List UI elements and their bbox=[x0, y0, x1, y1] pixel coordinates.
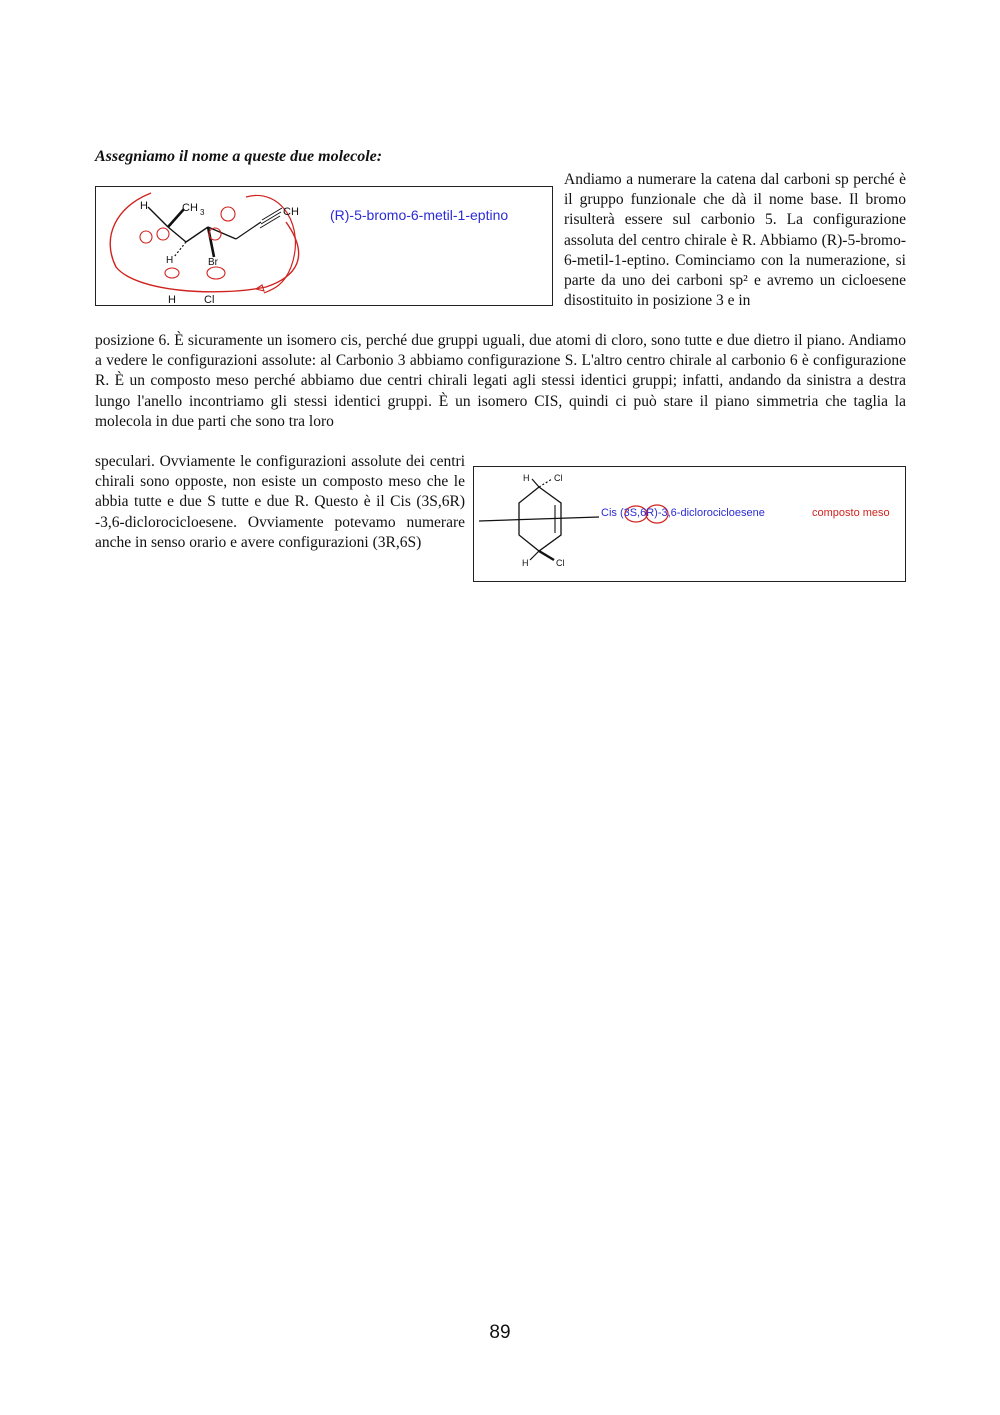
section-heading: Assegniamo il nome a queste due molecole: bbox=[95, 148, 383, 165]
meso-label: composto meso bbox=[812, 507, 890, 519]
atom-cl-top: Cl bbox=[554, 473, 563, 483]
dichlorocyclohexene-name-label: Cis (3S,6R)-3,6-diclorocicloesene bbox=[601, 507, 765, 519]
molecule-figure-1 bbox=[95, 186, 553, 306]
heptyne-structure-drawing bbox=[96, 187, 554, 307]
atom-h-bottom: H bbox=[168, 294, 176, 306]
atom-h-lower: H bbox=[166, 255, 174, 266]
page-number: 89 bbox=[489, 1322, 511, 1343]
atom-ch3: CH bbox=[182, 202, 198, 214]
atom-h-bottom: H bbox=[522, 558, 529, 568]
atom-ch3-subscript: 3 bbox=[200, 208, 205, 217]
paragraph-cis-isomer: posizione 6. È sicuramente un isomero cis, perché due gruppi uguali, due atomi di cloro, sono tutte e due dietro il piano. Andiamo a vedere le configurazioni assolute: al Carbonio 3 abbiamo configurazione S. L'altro centro chirale al carbonio 6 è configurazione R. È un composto meso perché abbiamo due centri chirali legati agli stessi identici gruppi; infatti, andando da sinistra a destra lungo l'anello incontriamo gli stessi identici gruppi. È un isomero CIS, quindi ci può stare il piano simmetria che taglia la molecola in due parti che sono tra loro bbox=[95, 332, 906, 430]
heptyne-name-label: (R)-5-bromo-6-metil-1-eptino bbox=[330, 207, 509, 223]
dichlorocyclohexene-structure-drawing bbox=[474, 467, 907, 583]
atom-cl-bottom: Cl bbox=[204, 294, 215, 306]
atom-cl-bottom: Cl bbox=[556, 558, 565, 568]
molecule-figure-2 bbox=[473, 466, 906, 582]
atom-h-top: H bbox=[523, 473, 530, 483]
paragraph-meso-compound: speculari. Ovviamente le configurazioni assolute dei centri chirali sono opposte, non esiste un composto meso che le abbia tutte e due S tutte e due R. Questo è il Cis (3S,6R) -3,6-diclorocicloesene. Ovviamente potevamo numerare anche in senso orario e avere configurazioni (3R,6S) bbox=[95, 453, 465, 551]
paragraph-numbering: Andiamo a numerare la catena dal carboni sp perché è il gruppo funzionale che dà il nome base. Il bromo risulterà essere sul carbonio 5. La configurazione assoluta del centro chirale è R. Abbiamo (R)-5-bromo-6-metil-1-eptino. Cominciamo con la numerazione, si parte da uno dei carboni sp² e avremo un cicloesene disostituito in posizione 3 e in bbox=[564, 171, 906, 310]
atom-ch: CH bbox=[283, 206, 299, 218]
atom-h-top: H bbox=[140, 200, 148, 212]
atom-br: Br bbox=[208, 257, 218, 268]
